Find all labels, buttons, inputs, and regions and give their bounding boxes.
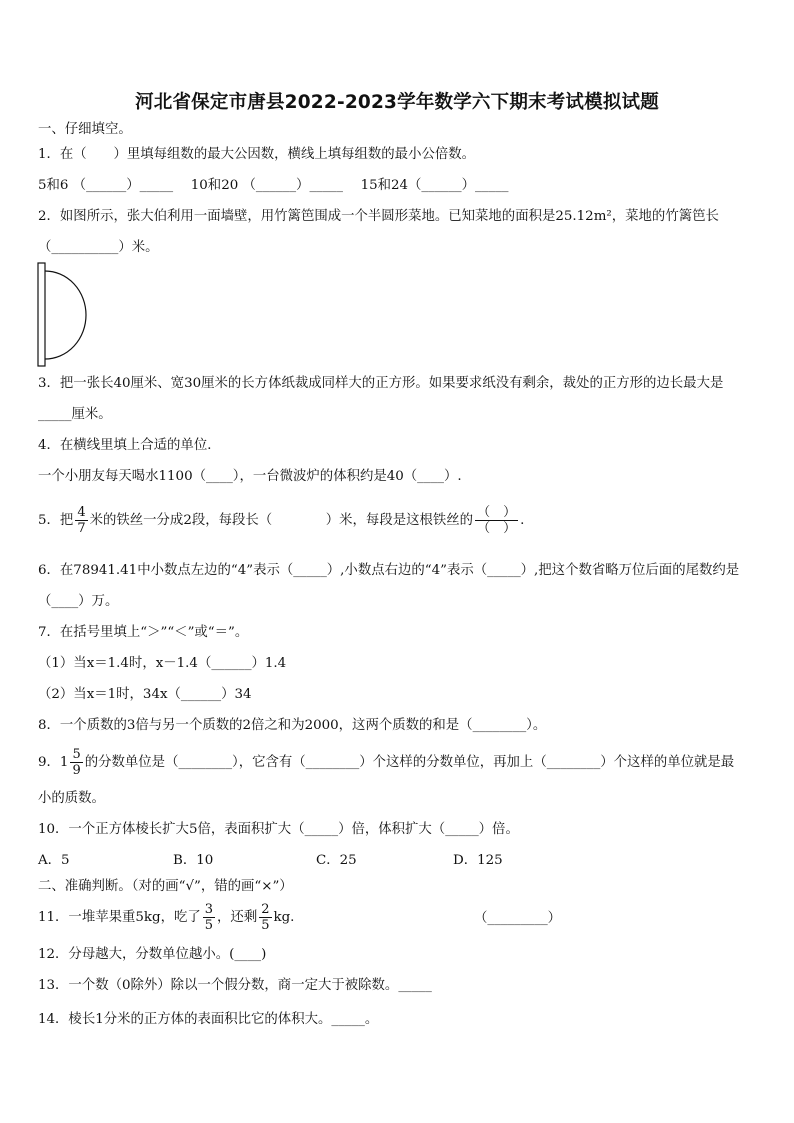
question-13: 13．一个数（0除外）除以一个假分数，商一定大于被除数。_____ [38, 978, 432, 993]
option-c: C．25 [316, 853, 357, 868]
semicircle-garden-figure [36, 262, 92, 368]
question-4-line: 一个小朋友每天喝水1100（____），一台微波炉的体积约是40（____）. [38, 469, 462, 484]
question-11 [38, 902, 294, 933]
question-9-line1 [38, 747, 734, 778]
fraction-three-fifths: $\frac{3}{5}$ [204, 902, 214, 933]
answer-fraction-blank: $\frac{( )}{( )}$ [477, 505, 517, 536]
section-heading-judge: 二、准确判断。（对的画“√”，错的画“×”） [38, 879, 293, 894]
question-11-mid: ，还剩 [217, 910, 258, 925]
question-2-line1: 2．如图所示，张大伯利用一面墙壁，用竹篱笆围成一个半圆形菜地。已知菜地的面积是25.12m²，菜地的竹篱笆长 [38, 209, 719, 224]
page-title: 河北省保定市唐县2022-2023学年数学六下期末考试模拟试题 [135, 92, 659, 113]
question-3-line2: _____厘米。 [38, 407, 112, 422]
question-5-suffix: . [520, 513, 525, 528]
question-1-groups: 5和6 （______）_____ 10和20 （______）_____ 15和24（______）_____ [38, 178, 509, 193]
question-9-rest: 的分数单位是（________），它含有（________）个这样的分数单位，再加上（________）个这样的单位就是最 [84, 755, 735, 770]
question-1-stem: 1．在（ ）里填每组数的最大公因数，横线上填每组数的最小公倍数。 [38, 147, 476, 162]
question-11-suffix: kg. [273, 910, 295, 925]
option-b: B．10 [173, 853, 214, 868]
question-9-prefix: 9． [38, 755, 60, 770]
question-9-line2: 小的质数。 [38, 791, 105, 806]
question-3-line1: 3．把一张长40厘米、宽30厘米的长方体纸裁成同样大的正方形。如果要求纸没有剩余，裁处的正方形的边长最大是 [38, 376, 724, 391]
section-heading-fill: 一、仔细填空。 [38, 122, 132, 137]
question-5-mid: 米的铁丝一分成2段，每段长（ ）米，每段是这根铁丝的 [89, 513, 474, 528]
question-2-line2: （__________）米。 [38, 240, 159, 255]
question-7-part1: （1）当x＝1.4时，x－1.4（______）1.4 [38, 656, 287, 671]
question-6-line2: （____）万。 [38, 594, 119, 609]
fraction-two-fifths: $\frac{2}{5}$ [261, 902, 270, 933]
question-5 [38, 505, 524, 536]
question-10-stem: 10．一个正方体棱长扩大5倍，表面积扩大（_____）倍，体积扩大（_____）倍。 [38, 822, 519, 837]
mixed-number: 1 $\frac{5}{9}$ [59, 747, 81, 778]
option-a: A．5 [38, 853, 70, 868]
question-8: 8．一个质数的3倍与另一个质数的2倍之和为2000，这两个质数的和是（________）。 [38, 718, 547, 733]
wall [38, 263, 45, 366]
question-11-prefix: 11．一堆苹果重5kg，吃了 [38, 910, 201, 925]
question-6-line1: 6．在78941.41中小数点左边的“4”表示（_____）,小数点右边的“4”表示（_____）,把这个数省略万位后面的尾数约是 [38, 563, 740, 578]
question-10-options [38, 852, 503, 870]
question-11-answer-blank: （_________） [474, 911, 562, 926]
semicircle-fence [45, 271, 86, 359]
question-7-part2: （2）当x＝1时，34x（______）34 [38, 687, 252, 702]
question-5-prefix: 5．把 [38, 513, 74, 528]
question-12: 12．分母越大，分数单位越小。(____) [38, 947, 267, 962]
question-14: 14．棱长1分米的正方体的表面积比它的体积大。_____。 [38, 1012, 379, 1027]
question-7-stem: 7．在括号里填上“＞”“＜”或“＝”。 [38, 625, 249, 640]
question-4-stem: 4．在横线里填上合适的单位． [38, 438, 221, 453]
fraction-four-sevenths: $\frac{4}{7}$ [77, 505, 86, 536]
option-d: D．125 [453, 853, 503, 868]
